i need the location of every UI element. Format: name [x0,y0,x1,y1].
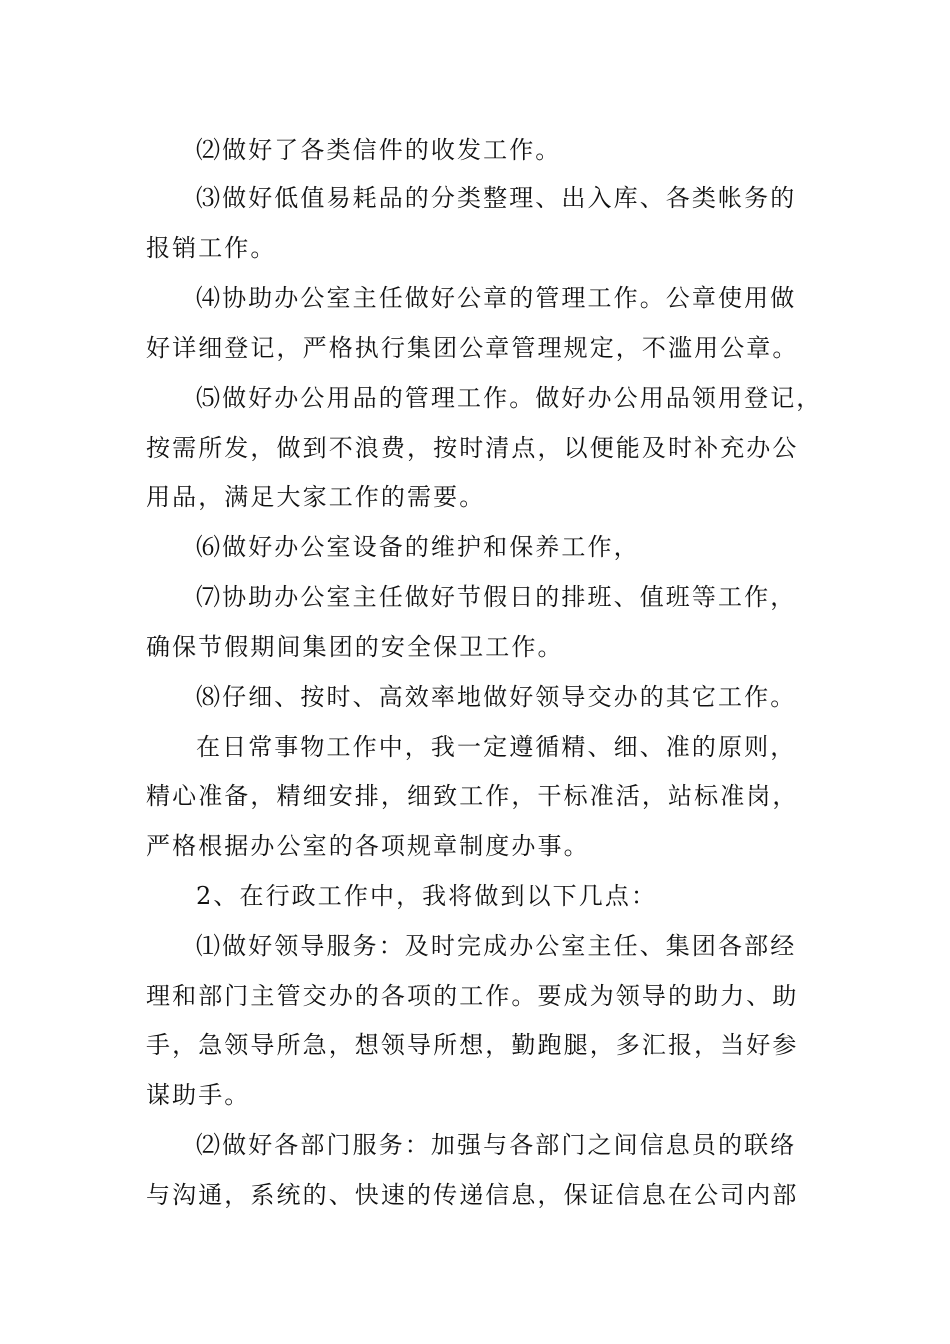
text-line: 用品，满足大家工作的需要。 [146,483,486,511]
text-line: ⑻仔细、按时、高效率地做好领导交办的其它工作。 [196,683,797,711]
text-line: ⑵做好了各类信件的收发工作。 [196,136,562,164]
text-line: 在日常事物工作中，我一定遵循精、细、准的原则， [196,733,797,761]
text-line: 理和部门主管交办的各项的工作。要成为领导的助力、助 [146,982,799,1010]
text-line: ⑵做好各部门服务：加强与各部门之间信息员的联络 [196,1131,797,1159]
text-line: 好详细登记，严格执行集团公章管理规定，不滥用公章。 [146,334,799,362]
text-line: ⑴做好领导服务：及时完成办公室主任、集团各部经 [196,932,797,960]
text-line: 谋助手。 [146,1081,251,1109]
text-line: ⑷协助办公室主任做好公章的管理工作。公章使用做 [196,284,797,312]
text-line: 报销工作。 [146,234,277,262]
text-line: ⑹做好办公室设备的维护和保养工作， [196,533,640,561]
text-line: 与沟通，系统的、快速的传递信息，保证信息在公司内部 [146,1181,799,1209]
text-line: 精心准备，精细安排，细致工作，干标准活，站标准岗， [146,782,799,810]
text-line: 严格根据办公室的各项规章制度办事。 [146,832,590,860]
text-line: 确保节假期间集团的安全保卫工作。 [146,633,564,661]
text-line: ⑸做好办公用品的管理工作。做好办公用品领用登记， [196,384,823,412]
text-line: 手，急领导所急，想领导所想，勤跑腿，多汇报，当好参 [146,1031,799,1059]
text-line: 按需所发，做到不浪费，按时清点，以便能及时补充办公 [146,434,799,462]
text-line: ⑺协助办公室主任做好节假日的排班、值班等工作， [196,583,797,611]
text-line: ⑶做好低值易耗品的分类整理、出入库、各类帐务的 [196,184,797,212]
text-line: 2、在行政工作中，我将做到以下几点： [196,882,658,910]
